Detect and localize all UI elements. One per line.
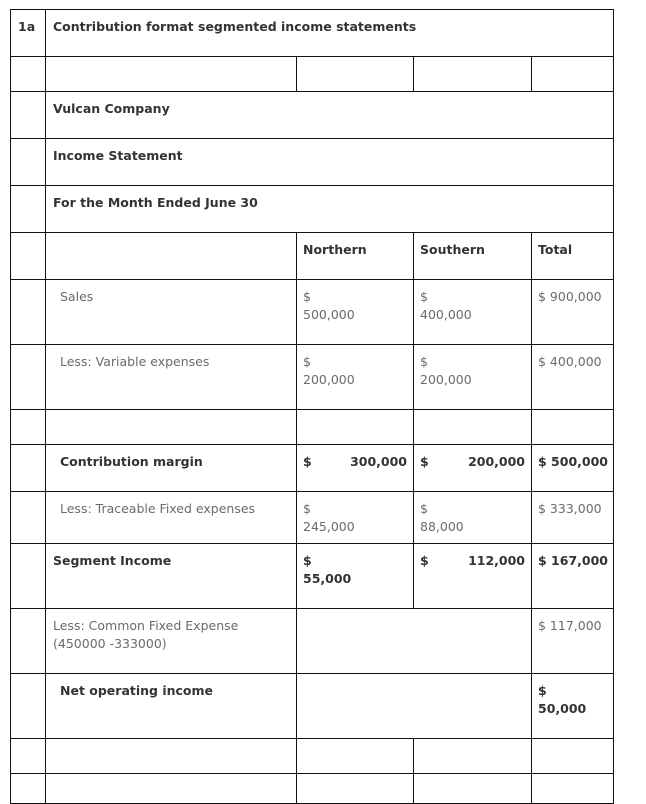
empty-cell (11, 445, 46, 492)
empty-cell (11, 674, 46, 739)
empty-cell (11, 186, 46, 233)
total-value: $ 500,000 (532, 445, 614, 492)
amount: 300,000 (350, 454, 407, 469)
total-value: $ 900,000 (532, 280, 614, 345)
northern-value (297, 280, 414, 345)
southern-value (414, 492, 532, 544)
currency-symbol: $ (420, 501, 428, 516)
amount: 88,000 (420, 519, 464, 534)
northern-value (297, 445, 414, 492)
empty-cell (46, 233, 297, 280)
empty-cell (532, 57, 614, 92)
amount: 500,000 (303, 307, 355, 322)
company-row (11, 92, 614, 139)
currency-symbol: $ (420, 289, 428, 304)
page-title: Contribution format segmented income statements (46, 10, 614, 57)
amount: 200,000 (468, 454, 525, 469)
empty-merged-cell (297, 674, 532, 739)
empty-cell (11, 774, 46, 804)
empty-cell (297, 774, 414, 804)
southern-value (414, 280, 532, 345)
total-value: $ 400,000 (532, 345, 614, 410)
period-row (11, 186, 614, 233)
empty-cell (46, 57, 297, 92)
contribution-margin-row (11, 445, 614, 492)
empty-cell (11, 57, 46, 92)
currency-symbol: $ (538, 683, 547, 698)
southern-value (414, 544, 532, 609)
amount: 55,000 (303, 571, 352, 586)
empty-cell (11, 410, 46, 445)
currency-symbol: $ (420, 454, 429, 469)
empty-cell (414, 410, 532, 445)
empty-cell (11, 492, 46, 544)
company-name: Vulcan Company (46, 92, 614, 139)
empty-cell (297, 739, 414, 774)
statement-period: For the Month Ended June 30 (46, 186, 614, 233)
empty-cell (11, 92, 46, 139)
question-label: 1a (11, 10, 46, 57)
column-header-northern: Northern (297, 233, 414, 280)
empty-cell (414, 739, 532, 774)
income-statement-table (10, 9, 614, 804)
currency-symbol: $ (420, 553, 429, 568)
amount: 200,000 (420, 372, 472, 387)
sales-row (11, 280, 614, 345)
title-row (11, 10, 614, 57)
currency-symbol: $ (303, 289, 311, 304)
row-label-text: Less: Common Fixed Expense (53, 618, 239, 633)
row-label (46, 609, 297, 674)
empty-cell (11, 544, 46, 609)
empty-cell (414, 774, 532, 804)
row-label: Contribution margin (46, 445, 297, 492)
column-header-total: Total (532, 233, 614, 280)
empty-cell (46, 739, 297, 774)
amount: 245,000 (303, 519, 355, 534)
currency-symbol: $ (303, 454, 312, 469)
row-label: Less: Variable expenses (46, 345, 297, 410)
northern-value (297, 345, 414, 410)
statement-row (11, 139, 614, 186)
row-label: Segment Income (46, 544, 297, 609)
total-value: $ 117,000 (532, 609, 614, 674)
total-value: $ 167,000 (532, 544, 614, 609)
empty-cell (532, 739, 614, 774)
currency-symbol: $ (303, 501, 311, 516)
row-label-note: (450000 -333000) (53, 636, 167, 651)
empty-cell (11, 280, 46, 345)
common-fixed-row (11, 609, 614, 674)
blank-row (11, 57, 614, 92)
total-value (532, 674, 614, 739)
empty-merged-cell (297, 609, 532, 674)
empty-cell (46, 774, 297, 804)
empty-cell (11, 139, 46, 186)
row-label: Less: Traceable Fixed expenses (46, 492, 297, 544)
currency-symbol: $ (303, 354, 311, 369)
row-label: Sales (46, 280, 297, 345)
currency-symbol: $ (420, 354, 428, 369)
column-header-row (11, 233, 614, 280)
row-label: Net operating income (46, 674, 297, 739)
amount: 400,000 (420, 307, 472, 322)
empty-cell (46, 410, 297, 445)
variable-expenses-row (11, 345, 614, 410)
blank-row (11, 410, 614, 445)
empty-cell (532, 410, 614, 445)
empty-cell (11, 233, 46, 280)
empty-cell (414, 57, 532, 92)
northern-value (297, 544, 414, 609)
empty-cell (11, 609, 46, 674)
empty-cell (11, 739, 46, 774)
southern-value (414, 345, 532, 410)
amount: 50,000 (538, 701, 587, 716)
blank-row (11, 739, 614, 774)
empty-cell (532, 774, 614, 804)
traceable-fixed-row (11, 492, 614, 544)
empty-cell (11, 345, 46, 410)
empty-cell (297, 57, 414, 92)
southern-value (414, 445, 532, 492)
amount: 200,000 (303, 372, 355, 387)
statement-name: Income Statement (46, 139, 614, 186)
segment-income-row (11, 544, 614, 609)
currency-symbol: $ (303, 553, 312, 568)
net-operating-income-row (11, 674, 614, 739)
blank-row (11, 774, 614, 804)
column-header-southern: Southern (414, 233, 532, 280)
northern-value (297, 492, 414, 544)
empty-cell (297, 410, 414, 445)
total-value: $ 333,000 (532, 492, 614, 544)
amount: 112,000 (468, 553, 525, 568)
